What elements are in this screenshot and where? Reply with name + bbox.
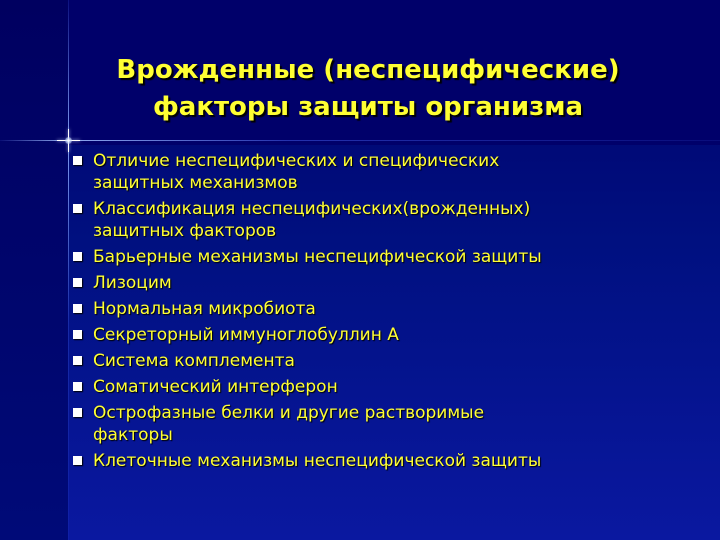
square-bullet-icon bbox=[73, 408, 82, 417]
bullet-item bbox=[73, 402, 683, 446]
bullet-text: Клеточные механизмы неспецифической защиты bbox=[93, 451, 542, 471]
bullet-text: Секреторный иммуноглобуллин А bbox=[93, 325, 399, 345]
square-bullet-icon bbox=[73, 304, 82, 313]
square-bullet-icon bbox=[73, 356, 82, 365]
vertical-accent-line bbox=[68, 0, 69, 540]
bullet-item bbox=[73, 376, 683, 398]
horizontal-accent-line bbox=[0, 140, 720, 141]
bullet-text: Барьерные механизмы неспецифической защиты bbox=[93, 247, 542, 267]
bullet-item bbox=[73, 324, 683, 346]
bullet-text: факторы bbox=[93, 425, 173, 445]
square-bullet-icon bbox=[73, 456, 82, 465]
bullet-text: Соматический интерферон bbox=[93, 377, 338, 397]
square-bullet-icon bbox=[73, 382, 82, 391]
bullet-text: Острофазные белки и другие растворимые bbox=[93, 403, 485, 423]
bullet-item bbox=[73, 350, 683, 372]
slide-title bbox=[78, 52, 658, 126]
bullet-item bbox=[73, 450, 683, 472]
bullet-item bbox=[73, 150, 683, 194]
square-bullet-icon bbox=[73, 204, 82, 213]
square-bullet-icon bbox=[73, 278, 82, 287]
bullet-item bbox=[73, 298, 683, 320]
bullet-text: защитных факторов bbox=[93, 221, 277, 241]
bullet-item bbox=[73, 198, 683, 242]
sparkle-core bbox=[65, 137, 72, 144]
bullet-text: Классификация неспецифических(врожденных) bbox=[93, 199, 531, 219]
square-bullet-icon bbox=[73, 156, 82, 165]
bullet-text: защитных механизмов bbox=[93, 173, 298, 193]
square-bullet-icon bbox=[73, 252, 82, 261]
slide-title-line: Врожденные (неспецифические) bbox=[116, 55, 620, 85]
sparkle-icon bbox=[57, 129, 80, 152]
square-bullet-icon bbox=[73, 330, 82, 339]
left-band bbox=[0, 0, 68, 540]
bullet-text: Система комплемента bbox=[93, 351, 295, 371]
bullet-item bbox=[73, 246, 683, 268]
bullet-text: Лизоцим bbox=[93, 273, 172, 293]
bullet-text: Нормальная микробиота bbox=[93, 299, 316, 319]
bullet-item bbox=[73, 272, 683, 294]
bullet-text: Отличие неспецифических и специфических bbox=[93, 151, 500, 171]
slide-title-line: факторы защиты организма bbox=[152, 92, 584, 122]
bullet-list bbox=[73, 150, 683, 476]
